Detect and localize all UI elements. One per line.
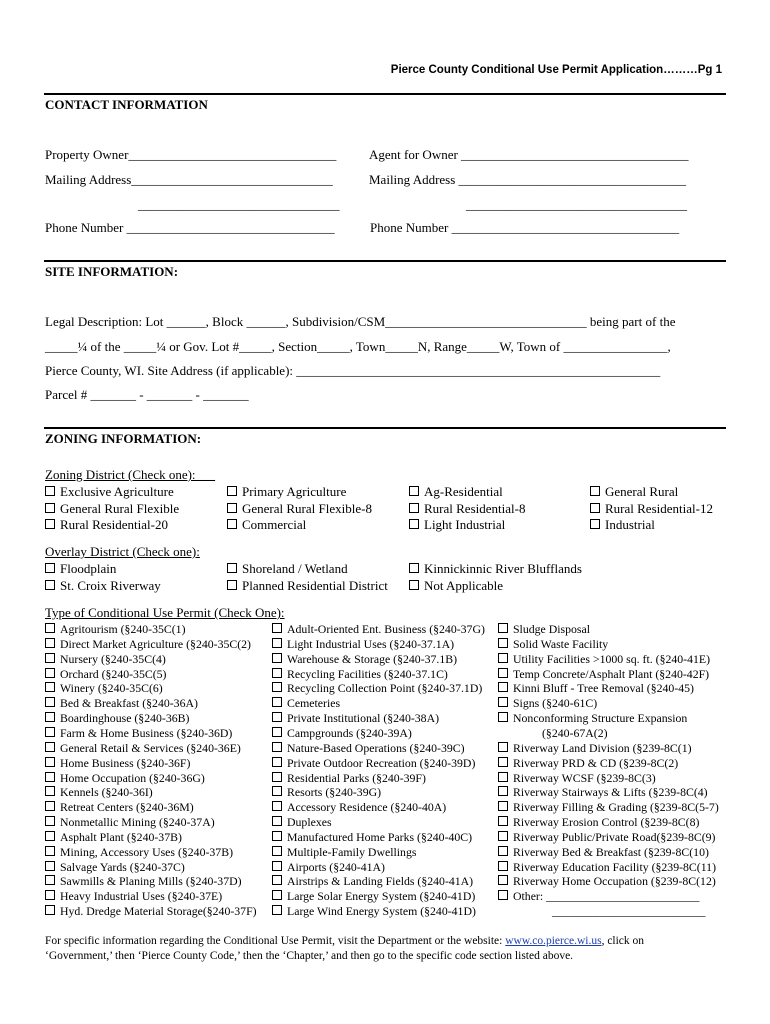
- cup-option[interactable]: [272, 667, 448, 682]
- cup-option[interactable]: [272, 622, 485, 637]
- checkbox-icon[interactable]: [45, 563, 55, 573]
- option-label: Riverway Stairways & Lifts (§239-8C(4): [513, 785, 708, 800]
- cup-option[interactable]: [272, 830, 472, 845]
- checkbox-icon[interactable]: [45, 786, 55, 796]
- option-label: Agritourism (§240-35C(1): [60, 622, 186, 636]
- cup-option[interactable]: [498, 652, 710, 667]
- overlay-district-option[interactable]: [45, 578, 161, 594]
- option-label: Nature-Based Operations (§240-39C): [287, 740, 465, 755]
- checkbox-icon[interactable]: [45, 682, 55, 692]
- cup-option[interactable]: [45, 785, 153, 800]
- site-rule: [44, 427, 726, 429]
- zoning-district-label: Zoning District (Check one):___: [45, 467, 216, 482]
- option-label: Asphalt Plant (§240-37B): [60, 829, 182, 844]
- option-label: (§240-67A(2): [542, 725, 608, 740]
- checkbox-icon[interactable]: [498, 712, 508, 722]
- option-label: Commercial: [242, 517, 307, 532]
- cup-option[interactable]: [272, 756, 475, 771]
- option-label: General Rural Flexible-8: [242, 500, 372, 516]
- checkbox-icon[interactable]: [227, 519, 237, 529]
- option-label: Hyd. Dredge Material Storage(§240-37F): [60, 904, 257, 919]
- cup-option[interactable]: [272, 860, 385, 875]
- checkbox-icon[interactable]: [590, 503, 600, 513]
- option-label: Large Wind Energy System (§240-41D): [287, 904, 476, 919]
- option-label: Direct Market Agriculture (§240-35C(2): [60, 636, 251, 651]
- checkbox-icon[interactable]: [45, 697, 55, 707]
- option-label: Solid Waste Facility: [513, 636, 609, 651]
- option-label: Sawmills & Planing Mills (§240-37D): [60, 874, 242, 889]
- option-label: Planned Residential District: [242, 578, 388, 593]
- overlay-district-option[interactable]: [227, 578, 388, 594]
- cup-option[interactable]: [272, 845, 416, 860]
- option-label: Shoreland / Wetland: [242, 561, 348, 576]
- checkbox-icon[interactable]: [272, 653, 282, 663]
- checkbox-icon[interactable]: [45, 503, 55, 513]
- checkbox-icon[interactable]: [498, 890, 508, 900]
- checkbox-icon[interactable]: [272, 712, 282, 722]
- option-label: Rural Residential-8: [424, 500, 526, 516]
- option-label: Riverway Home Occupation (§239-8C(12): [513, 874, 716, 889]
- cup-option[interactable]: [272, 726, 412, 741]
- checkbox-icon[interactable]: [409, 486, 419, 496]
- checkbox-icon[interactable]: [272, 668, 282, 678]
- option-label: General Rural: [605, 484, 679, 499]
- cup-option[interactable]: [45, 756, 190, 771]
- checkbox-icon[interactable]: [498, 831, 508, 841]
- option-label: Nonmetallic Mining (§240-37A): [60, 815, 215, 830]
- checkbox-icon[interactable]: [227, 503, 237, 513]
- cup-option[interactable]: [45, 874, 242, 889]
- cup-option[interactable]: [45, 667, 166, 682]
- cup-option[interactable]: [272, 711, 439, 726]
- cup-option[interactable]: [498, 889, 699, 904]
- option-label: Campgrounds (§240-39A): [287, 725, 412, 740]
- zoning-district-option[interactable]: [45, 484, 174, 500]
- option-label: Duplexes: [287, 815, 332, 830]
- footer-text2: , click on: [601, 935, 645, 947]
- phone-owner-field[interactable]: Phone Number ________________________________: [45, 220, 335, 235]
- legal-description-line[interactable]: Legal Description: Lot ______, Block ______, Subdivision/CSM_______________________________ being part of the: [45, 314, 676, 329]
- checkbox-icon[interactable]: [409, 563, 419, 573]
- option-label: Private Institutional (§240-38A): [287, 711, 440, 726]
- option-label: Home Business (§240-36F): [60, 755, 191, 770]
- option-label: Cemeteries: [287, 696, 341, 711]
- mailing-address-owner-field[interactable]: Mailing Address_______________________________: [45, 172, 333, 187]
- zoning-district-option[interactable]: [227, 517, 306, 533]
- cup-option[interactable]: [45, 696, 198, 711]
- checkbox-icon[interactable]: [45, 742, 55, 752]
- checkbox-icon[interactable]: [45, 757, 55, 767]
- option-label: Not Applicable: [424, 578, 504, 593]
- mailing-address-owner-line2[interactable]: _______________________________: [138, 197, 340, 212]
- checkbox-icon[interactable]: [590, 486, 600, 496]
- checkbox-icon[interactable]: [45, 486, 55, 496]
- zoning-district-option[interactable]: [409, 484, 503, 500]
- quarter-section-line[interactable]: _____¼ of the _____¼ or Gov. Lot #_____, Section_____, Town_____N, Range_____W, Town of ________________,: [45, 339, 671, 354]
- zoning-district-option[interactable]: [227, 501, 372, 517]
- option-label: Kinnickinnic River Blufflands: [424, 561, 582, 576]
- checkbox-icon[interactable]: [498, 742, 508, 752]
- cup-option[interactable]: [498, 845, 709, 860]
- cup-option[interactable]: [45, 815, 215, 830]
- cup-option[interactable]: [498, 815, 699, 830]
- checkbox-icon[interactable]: [272, 786, 282, 796]
- checkbox-icon[interactable]: [498, 816, 508, 826]
- zoning-district-option[interactable]: [227, 484, 346, 500]
- footer-text1: For specific information regarding the Conditional Use Permit, visit the Department or the website:: [45, 935, 506, 947]
- cup-option[interactable]: [498, 800, 719, 815]
- cup-option[interactable]: [45, 726, 232, 741]
- checkbox-icon[interactable]: [45, 816, 55, 826]
- checkbox-icon[interactable]: [272, 727, 282, 737]
- zoning-district-option[interactable]: [409, 517, 505, 533]
- checkbox-icon[interactable]: [272, 831, 282, 841]
- checkbox-icon[interactable]: [409, 503, 419, 513]
- option-label: Boardinghouse (§240-36B): [60, 711, 190, 726]
- option-label: Bed & Breakfast (§240-36A): [60, 696, 198, 711]
- option-label: Warehouse & Storage (§240-37.1B): [287, 651, 458, 666]
- page-header-title: Pierce County Conditional Use Permit Application………Pg 1: [390, 64, 722, 76]
- checkbox-icon[interactable]: [45, 653, 55, 663]
- overlay-district-option[interactable]: [227, 561, 348, 577]
- option-label: Airstrips & Landing Fields (§240-41A): [287, 874, 474, 889]
- cup-option[interactable]: [272, 696, 340, 711]
- cup-option[interactable]: [272, 800, 446, 815]
- checkbox-icon[interactable]: [272, 638, 282, 648]
- checkbox-icon[interactable]: [498, 623, 508, 633]
- mailing-address-agent-field[interactable]: Mailing Address ___________________________________: [369, 172, 687, 187]
- property-owner-field[interactable]: Property Owner________________________________: [45, 147, 337, 162]
- checkbox-icon[interactable]: [498, 757, 508, 767]
- option-label: Retreat Centers (§240-36M): [60, 800, 194, 815]
- zoning-district-option[interactable]: [590, 517, 655, 533]
- cup-option[interactable]: [498, 741, 692, 756]
- cup-option[interactable]: [272, 889, 475, 904]
- checkbox-icon[interactable]: [45, 580, 55, 590]
- header-rule: [44, 93, 726, 95]
- option-label: Multiple-Family Dwellings: [287, 844, 417, 859]
- option-label: __________________________: [552, 904, 706, 919]
- cup-option[interactable]: [498, 696, 597, 711]
- checkbox-icon[interactable]: [498, 846, 508, 856]
- checkbox-icon[interactable]: [45, 668, 55, 678]
- option-label: Kinni Bluff - Tree Removal (§240-45): [513, 681, 694, 696]
- checkbox-icon[interactable]: [498, 653, 508, 663]
- option-label: Residential Parks (§240-39F): [287, 770, 426, 785]
- checkbox-icon[interactable]: [272, 890, 282, 900]
- cup-option[interactable]: [45, 681, 163, 696]
- checkbox-icon[interactable]: [45, 846, 55, 856]
- option-label: Light Industrial Uses (§240-37.1A): [287, 636, 455, 651]
- checkbox-icon[interactable]: [45, 831, 55, 841]
- checkbox-icon[interactable]: [45, 519, 55, 529]
- checkbox-icon[interactable]: [498, 668, 508, 678]
- option-label: Mining, Accessory Uses (§240-37B): [60, 844, 234, 859]
- option-label: St. Croix Riverway: [60, 578, 161, 593]
- county-website-link[interactable]: www.co.pierce.wi.us: [505, 935, 602, 947]
- checkbox-icon[interactable]: [45, 890, 55, 900]
- option-label: Floodplain: [60, 561, 117, 576]
- cup-option-continuation: [552, 904, 705, 919]
- option-label: Light Industrial: [424, 517, 506, 532]
- option-label: General Rural Flexible: [60, 500, 180, 516]
- option-label: General Retail & Services (§240-36E): [60, 740, 241, 755]
- option-label: Riverway Education Facility (§239-8C(11): [513, 859, 717, 874]
- checkbox-icon[interactable]: [272, 846, 282, 856]
- checkbox-icon[interactable]: [45, 875, 55, 885]
- option-label: Utility Facilities >1000 sq. ft. (§240-41E): [513, 651, 711, 666]
- zoning-district-option[interactable]: [409, 501, 525, 517]
- overlay-district-label: Overlay District (Check one):: [45, 544, 200, 559]
- option-label: Private Outdoor Recreation (§240-39D): [287, 755, 476, 770]
- cup-option-continuation: [542, 726, 608, 741]
- option-label: Temp Concrete/Asphalt Plant (§240-42F): [513, 666, 710, 681]
- zoning-district-option[interactable]: [45, 501, 179, 517]
- checkbox-icon[interactable]: [498, 801, 508, 811]
- option-label: Salvage Yards (§240-37C): [60, 859, 185, 874]
- checkbox-icon[interactable]: [45, 861, 55, 871]
- cup-option[interactable]: [45, 622, 186, 637]
- cup-option[interactable]: [498, 830, 715, 845]
- checkbox-icon[interactable]: [272, 697, 282, 707]
- checkbox-icon[interactable]: [227, 580, 237, 590]
- contact-rule: [44, 260, 726, 262]
- checkbox-icon[interactable]: [498, 638, 508, 648]
- option-label: Riverway Erosion Control (§239-8C(8): [513, 815, 700, 830]
- option-label: Recycling Facilities (§240-37.1C): [287, 666, 448, 681]
- cup-option[interactable]: [498, 771, 656, 786]
- checkbox-icon[interactable]: [272, 757, 282, 767]
- checkbox-icon[interactable]: [498, 697, 508, 707]
- cup-option[interactable]: [272, 681, 482, 696]
- checkbox-icon[interactable]: [45, 801, 55, 811]
- checkbox-icon[interactable]: [498, 786, 508, 796]
- checkbox-icon[interactable]: [45, 727, 55, 737]
- option-label: Accessory Residence (§240-40A): [287, 800, 447, 815]
- checkbox-icon[interactable]: [409, 519, 419, 529]
- zoning-heading: ZONING INFORMATION:: [45, 431, 202, 446]
- cup-option[interactable]: [272, 904, 476, 919]
- checkbox-icon[interactable]: [272, 801, 282, 811]
- checkbox-icon[interactable]: [272, 623, 282, 633]
- cup-option[interactable]: [498, 637, 608, 652]
- cup-option[interactable]: [45, 741, 241, 756]
- agent-for-owner-field[interactable]: Agent for Owner ___________________________________: [369, 147, 689, 162]
- checkbox-icon[interactable]: [272, 905, 282, 915]
- option-label: Rural Residential-20: [60, 517, 168, 532]
- checkbox-icon[interactable]: [45, 623, 55, 633]
- option-label: Rural Residential-12: [605, 500, 713, 516]
- overlay-district-option[interactable]: [409, 578, 503, 594]
- option-label: Winery (§240-35C(6): [60, 681, 163, 696]
- cup-option[interactable]: [498, 860, 716, 875]
- cup-option[interactable]: [498, 785, 708, 800]
- checkbox-icon[interactable]: [272, 816, 282, 826]
- checkbox-icon[interactable]: [272, 682, 282, 692]
- option-label: Heavy Industrial Uses (§240-37E): [60, 889, 223, 904]
- parcel-number-line[interactable]: Parcel # _______ - _______ - _______: [45, 387, 249, 402]
- option-label: Kennels (§240-36I): [60, 785, 153, 800]
- cup-option[interactable]: [45, 889, 222, 904]
- cup-option[interactable]: [45, 830, 182, 845]
- option-label: Airports (§240-41A): [287, 859, 385, 874]
- zoning-district-option[interactable]: [45, 517, 168, 533]
- option-label: Industrial: [605, 517, 655, 532]
- cup-option[interactable]: [498, 667, 709, 682]
- cup-option[interactable]: [498, 711, 687, 726]
- checkbox-icon[interactable]: [45, 905, 55, 915]
- cup-option[interactable]: [45, 800, 194, 815]
- checkbox-icon[interactable]: [227, 486, 237, 496]
- option-label: Large Solar Energy System (§240-41D): [287, 889, 476, 904]
- cup-option[interactable]: [272, 741, 465, 756]
- checkbox-icon[interactable]: [272, 742, 282, 752]
- option-label: Riverway Bed & Breakfast (§239-8C(10): [513, 844, 709, 859]
- cup-option[interactable]: [498, 622, 590, 637]
- mailing-address-agent-line2[interactable]: __________________________________: [466, 197, 687, 212]
- cup-option[interactable]: [498, 874, 716, 889]
- option-label: Recycling Collection Point (§240-37.1D): [287, 681, 483, 696]
- zoning-district-option[interactable]: [590, 484, 678, 500]
- overlay-district-option[interactable]: [45, 561, 116, 577]
- option-label: Sludge Disposal: [513, 622, 591, 636]
- cup-option[interactable]: [272, 637, 454, 652]
- cup-option[interactable]: [272, 874, 473, 889]
- option-label: Ag-Residential: [424, 484, 503, 499]
- checkbox-icon[interactable]: [45, 712, 55, 722]
- site-heading: SITE INFORMATION:: [45, 264, 179, 279]
- option-label: Riverway PRD & CD (§239-8C(2): [513, 755, 679, 770]
- footer-note-line2: ‘Government,’ then ‘Pierce County Code,’ then the ‘Chapter,’ and then go to the specific code section listed above.: [45, 950, 574, 962]
- option-label: Home Occupation (§240-36G): [60, 770, 205, 785]
- checkbox-icon[interactable]: [272, 875, 282, 885]
- overlay-district-option[interactable]: [409, 561, 582, 577]
- cup-option[interactable]: [45, 711, 189, 726]
- cup-option[interactable]: [45, 845, 233, 860]
- zoning-district-option[interactable]: [590, 501, 713, 517]
- cup-option[interactable]: [272, 815, 332, 830]
- checkbox-icon[interactable]: [498, 861, 508, 871]
- option-label: Farm & Home Business (§240-36D): [60, 725, 233, 740]
- checkbox-icon[interactable]: [498, 682, 508, 692]
- cup-option[interactable]: [45, 771, 205, 786]
- option-label: Exclusive Agriculture: [60, 484, 174, 499]
- option-label: Adult-Oriented Ent. Business (§240-37G): [287, 622, 485, 636]
- cup-option[interactable]: [45, 637, 251, 652]
- option-label: Resorts (§240-39G): [287, 785, 382, 800]
- checkbox-icon[interactable]: [272, 772, 282, 782]
- phone-agent-field[interactable]: Phone Number ___________________________________: [370, 220, 680, 235]
- cup-option[interactable]: [45, 652, 166, 667]
- cup-option[interactable]: [45, 904, 257, 919]
- option-label: Riverway Filling & Grading (§239-8C(5-7): [513, 800, 719, 815]
- checkbox-icon[interactable]: [272, 861, 282, 871]
- option-label: Riverway Public/Private Road(§239-8C(9): [513, 829, 716, 844]
- checkbox-icon[interactable]: [45, 772, 55, 782]
- footer-note-line1: [45, 935, 644, 947]
- option-label: Manufactured Home Parks (§240-40C): [287, 829, 473, 844]
- option-label: Nursery (§240-35C(4): [60, 651, 166, 666]
- cup-option[interactable]: [45, 860, 185, 875]
- cup-option[interactable]: [272, 785, 381, 800]
- option-label: Primary Agriculture: [242, 484, 347, 499]
- option-label: Nonconforming Structure Expansion: [513, 711, 688, 726]
- option-label: Signs (§240-61C): [513, 696, 598, 711]
- checkbox-icon[interactable]: [590, 519, 600, 529]
- cup-option[interactable]: [498, 681, 694, 696]
- site-address-line[interactable]: Pierce County, WI. Site Address (if applicable): ________________________________________________________: [45, 363, 661, 378]
- checkbox-icon[interactable]: [498, 875, 508, 885]
- option-label: Riverway Land Division (§239-8C(1): [513, 740, 692, 755]
- checkbox-icon[interactable]: [498, 772, 508, 782]
- cup-option[interactable]: [272, 771, 426, 786]
- cup-option[interactable]: [498, 756, 678, 771]
- checkbox-icon[interactable]: [409, 580, 419, 590]
- checkbox-icon[interactable]: [227, 563, 237, 573]
- cup-type-label: Type of Conditional Use Permit (Check One):: [45, 605, 285, 620]
- option-label: Other: __________________________: [513, 889, 700, 904]
- checkbox-icon[interactable]: [45, 638, 55, 648]
- contact-heading: CONTACT INFORMATION: [45, 97, 208, 112]
- option-label: Orchard (§240-35C(5): [60, 666, 167, 681]
- cup-option[interactable]: [272, 652, 457, 667]
- option-label: Riverway WCSF (§239-8C(3): [513, 770, 656, 785]
